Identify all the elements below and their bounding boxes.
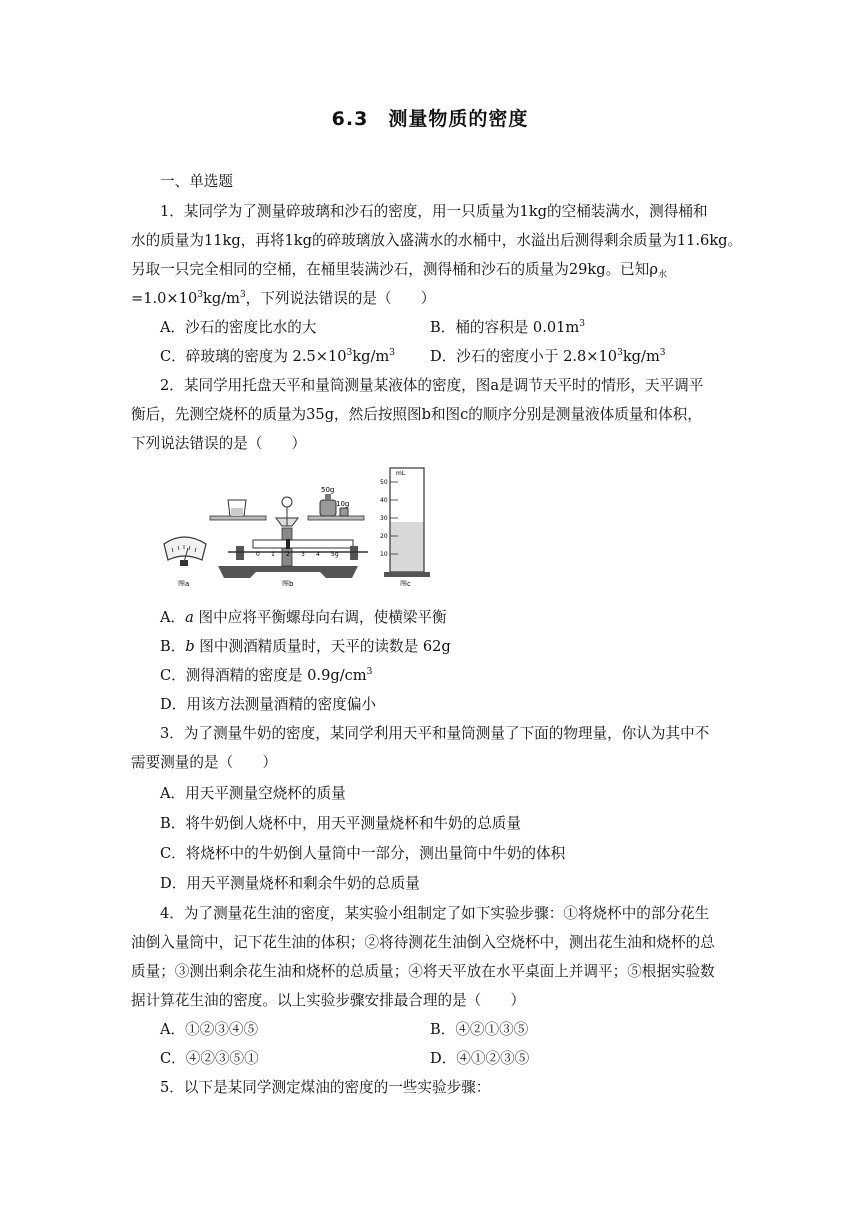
q2-line-3: 下列说法错误的是（ ） xyxy=(131,435,307,452)
graduated-cylinder-icon xyxy=(384,468,430,577)
figure-label-c: 图c xyxy=(400,580,411,586)
cylinder-tick-30: 30 xyxy=(380,515,388,522)
q4-line-1: 4．为了测量花生油的密度，某实验小组制定了如下实验步骤：①将烧杯中的部分花生 xyxy=(160,905,710,922)
q4-line-3: 质量；③测出剩余花生油和烧杯的总质量；④将天平放在水平桌面上并调平；⑤根据实验数 xyxy=(131,963,715,980)
q5-line-1: 5．以下是某同学测定煤油的密度的一些实验步骤： xyxy=(160,1079,491,1096)
cylinder-tick-10: 10 xyxy=(380,551,388,558)
q1-line-1: 1．某同学为了测量碎玻璃和沙石的密度，用一只质量为1kg的空桶装满水，测得桶和 xyxy=(160,203,708,220)
scale-tick-1: 1 xyxy=(271,551,275,558)
page-title: 6.3 测量物质的密度 xyxy=(331,108,529,130)
q4-option-c: C．④②③⑤① xyxy=(160,1050,259,1067)
weight-label-50g: 50g xyxy=(321,486,335,494)
q2-option-d: D．用该方法测量酒精的密度偏小 xyxy=(160,696,377,713)
q3-option-a: A．用天平测量空烧杯的质量 xyxy=(160,785,346,802)
q2-option-a: A．a 图中应将平衡螺母向右调，使横梁平衡 xyxy=(160,609,447,626)
q4-option-b: B．④②①③⑤ xyxy=(430,1021,529,1038)
balance-dial-icon xyxy=(164,537,206,566)
q3-line-2: 需要测量的是（ ） xyxy=(131,754,277,771)
scale-tick-4: 4 xyxy=(316,551,320,558)
q4-line-4: 据计算花生油的密度。以上实验步骤安排最合理的是（ ） xyxy=(131,992,526,1009)
figure-label-a: 图a xyxy=(178,580,190,586)
cylinder-tick-40: 40 xyxy=(380,497,388,504)
q1-option-b: B．桶的容积是 $0.01m^3$ xyxy=(430,319,585,336)
q3-line-1: 3．为了测量牛奶的密度，某同学利用天平和量筒测量了下面的物理量，你认为其中不 xyxy=(160,725,710,742)
q2-line-1: 2．某同学用托盘天平和量筒测量某液体的密度，图a是调节天平时的情形，天平调平 xyxy=(160,377,704,394)
cylinder-tick-50: 50 xyxy=(380,479,388,486)
section-heading: 一、单选题 xyxy=(160,173,233,190)
q1-line-2: 水的质量为11kg，再将1kg的碎玻璃放入盛满水的水桶中，水溢出后测得剩余质量为11.6kg。 xyxy=(131,232,743,249)
q4-option-d: D．④①②③⑤ xyxy=(430,1050,530,1067)
q1-option-d: D．沙石的密度小于 $2.8\times 10^3kg/m^3$ xyxy=(430,348,666,365)
scale-tick-0: 0 xyxy=(256,551,260,558)
q3-option-c: C．将烧杯中的牛奶倒人量筒中一部分，测出量筒中牛奶的体积 xyxy=(160,845,566,862)
scale-tick-2: 2 xyxy=(286,551,290,558)
q1-option-c: C．碎玻璃的密度为 $2.5\times 10^3kg/m^3$ xyxy=(160,348,395,365)
q2-line-2: 衡后，先测空烧杯的质量为35g，然后按照图b和图c的顺序分别是测量液体质量和体积， xyxy=(131,406,702,423)
cylinder-unit: mL xyxy=(396,470,406,477)
q1-line-4: $=1.0\times 10^3kg/m^3$，下列说法错误的是（ ） xyxy=(131,290,436,307)
weight-label-10g: 10g xyxy=(336,500,350,508)
q4-line-2: 油倒入量筒中，记下花生油的体积；②将待测花生油倒入空烧杯中，测出花生油和烧杯的总 xyxy=(131,934,715,951)
q2-option-b: B．b 图中测酒精质量时，天平的读数是 62g xyxy=(160,638,451,655)
q2-option-c: C．测得酒精的密度是 $0.9g/cm^3$ xyxy=(160,667,373,684)
scale-tick-3: 3 xyxy=(301,551,305,558)
q4-option-a: A．①②③④⑤ xyxy=(160,1021,259,1038)
q1-line-3: 另取一只完全相同的空桶，在桶里装满沙石，测得桶和沙石的质量为29kg。已知$\rho_水$ xyxy=(131,261,667,280)
q1-option-a: A．沙石的密度比水的大 xyxy=(160,319,317,336)
q3-option-d: D．用天平测量烧杯和剩余牛奶的总质量 xyxy=(160,875,420,892)
cylinder-tick-20: 20 xyxy=(380,533,388,540)
figure-label-b: 图b xyxy=(282,580,294,586)
q3-option-b: B．将牛奶倒人烧杯中，用天平测量烧杯和牛奶的总质量 xyxy=(160,815,521,832)
scale-tick-5g: 5g xyxy=(331,551,339,558)
balance-and-cylinder-figure xyxy=(158,466,430,586)
